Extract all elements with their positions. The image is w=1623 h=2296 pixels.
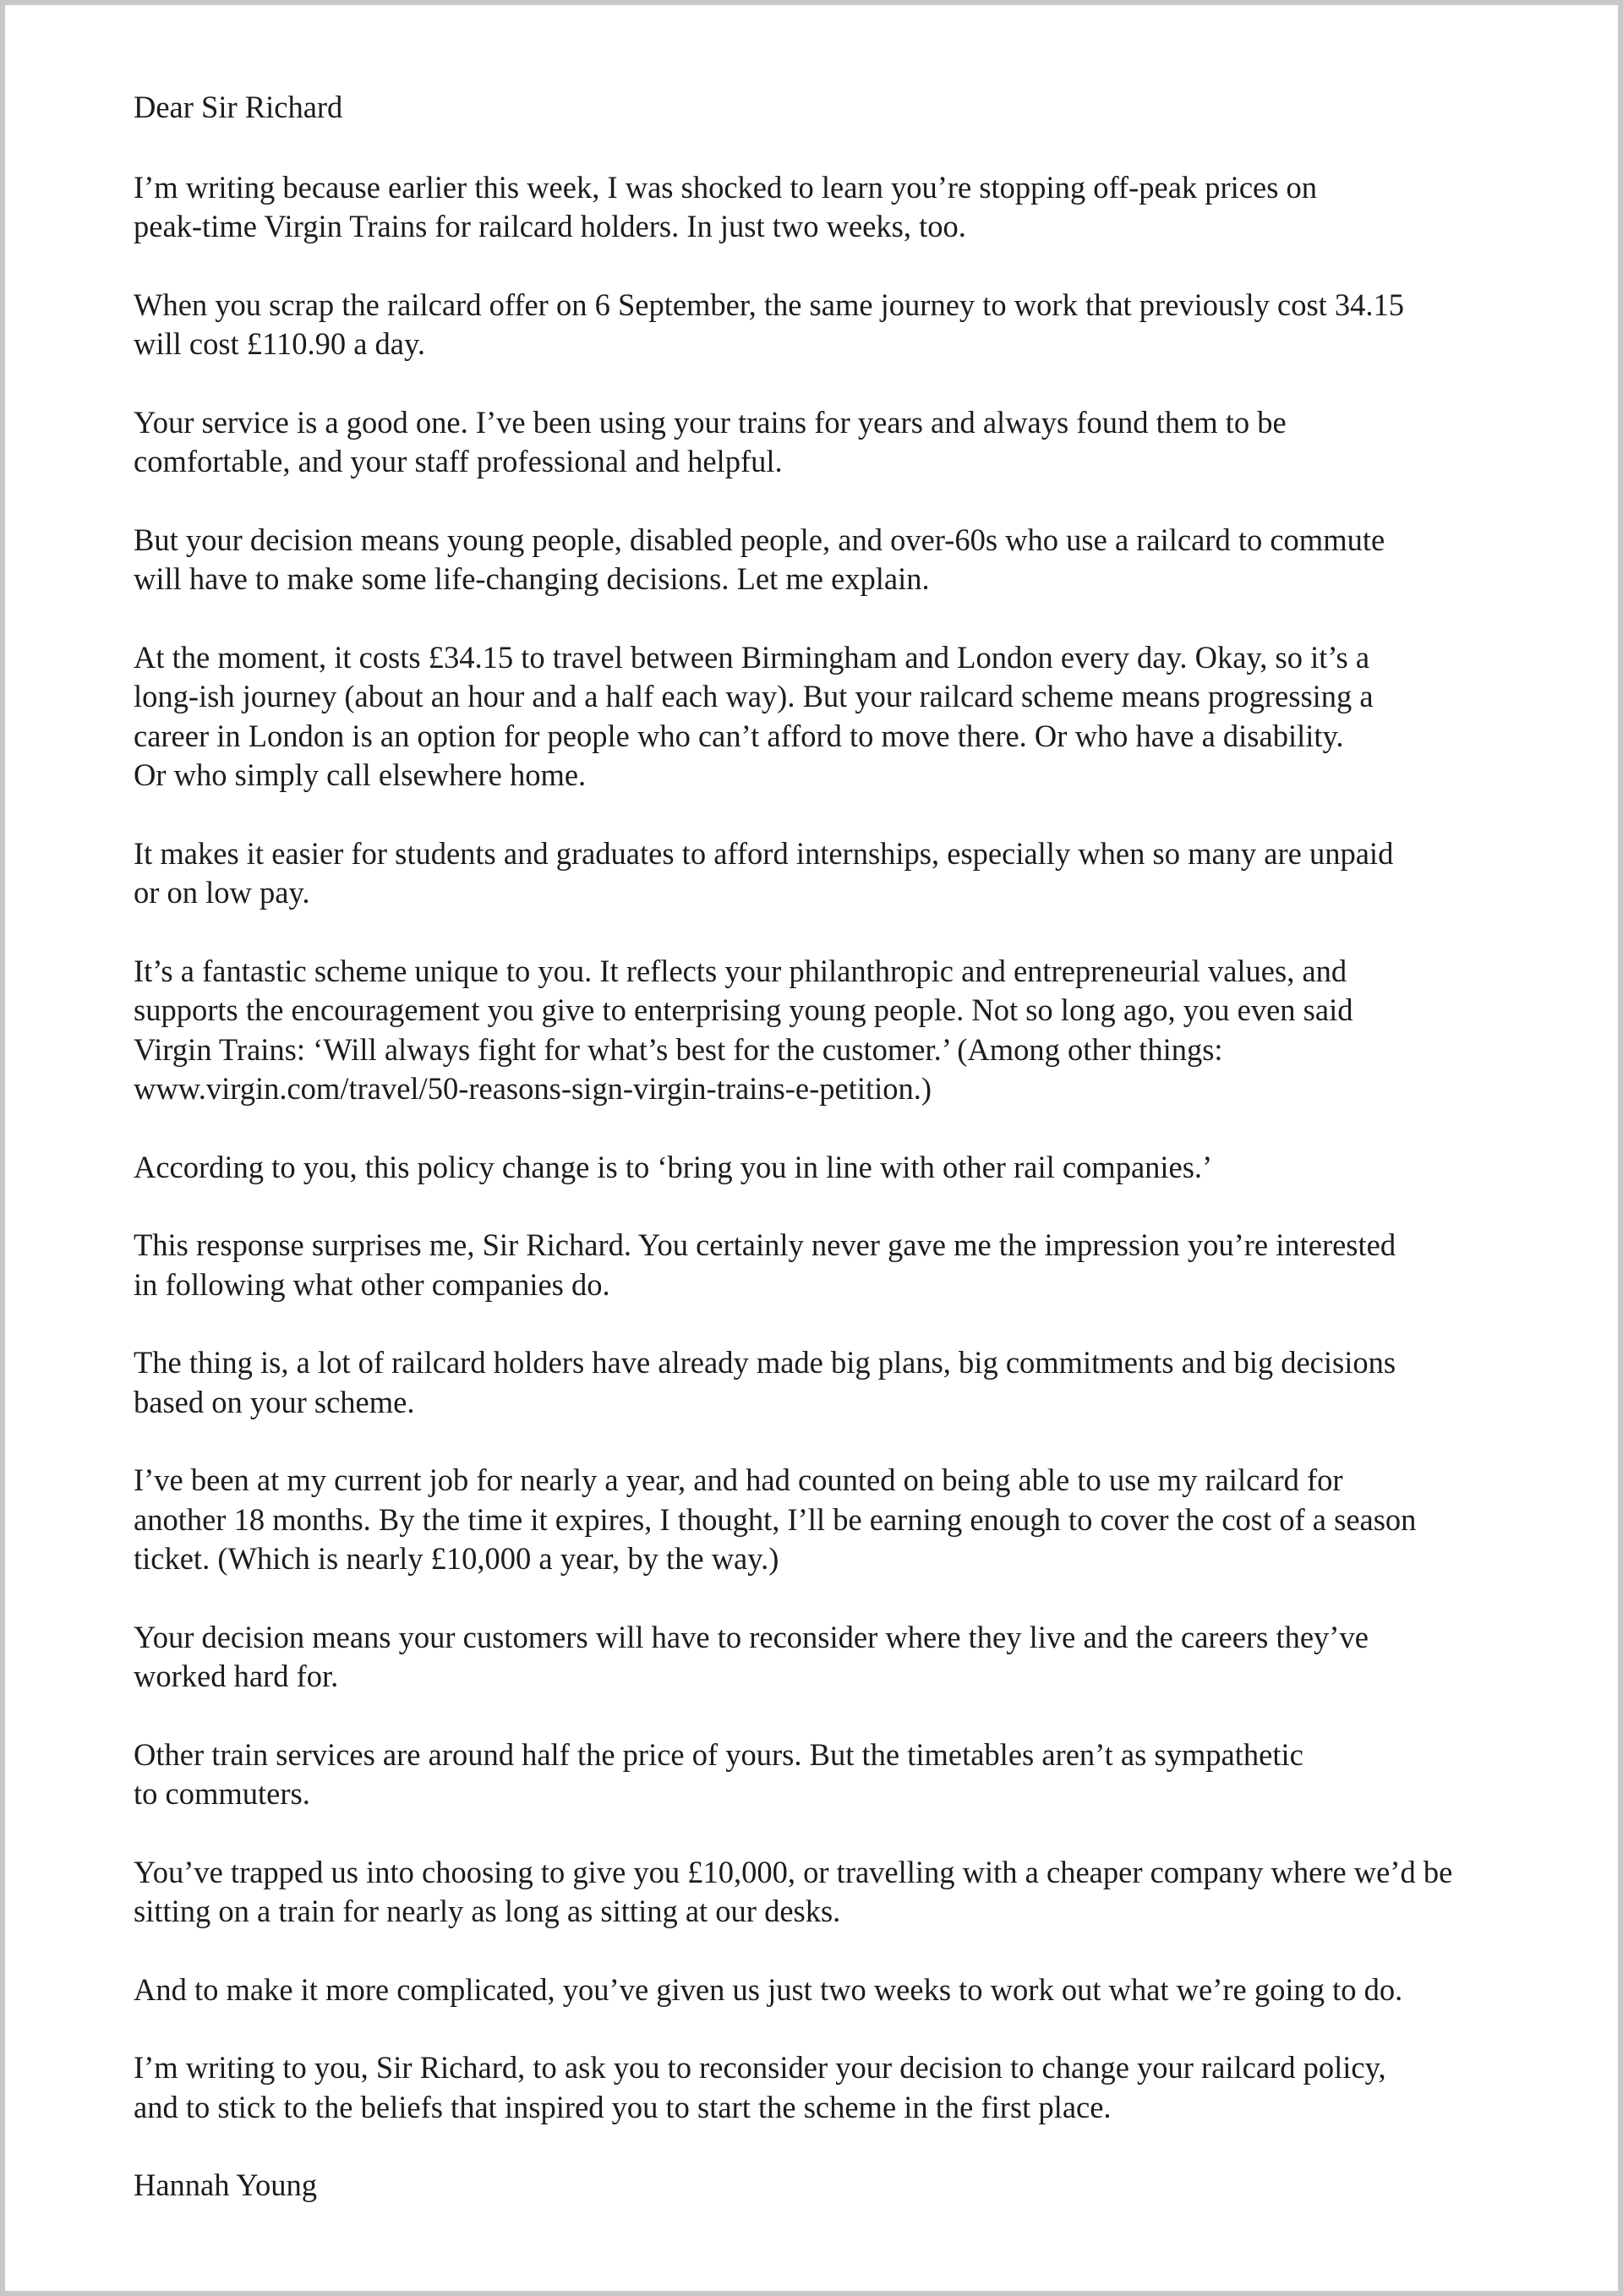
letter-greeting: Dear Sir Richard (134, 90, 343, 124)
letter-paragraph: You’ve trapped us into choosing to give you £10,000, or travelling with a cheaper company where we’d be sitting on a train for nearly as long as sitting at our desks. (134, 1854, 1453, 1928)
letter-paragraph: When you scrap the railcard offer on 6 September, the same journey to work that previously cost 34.15 will cost £110.90 a day. (134, 287, 1405, 361)
letter-paragraph: According to you, this policy change is to ‘bring you in line with other rail companies.’ (134, 1149, 1213, 1184)
letter-body (134, 88, 1503, 2206)
letter-paragraph: It’s a fantastic scheme unique to you. It reflects your philanthropic and entrepreneurial values, and supports the encouragement you give to enterprising young people. Not so long ago, you even said Virgin Trains: ‘Will always fight for what’s best for the customer.’ (Among other things: www.virgin.com/travel/50-reasons-sign-virgin-trains-e-petition.) (134, 953, 1353, 1106)
letter-paragraph: It makes it easier for students and graduates to afford internships, especially when so many are unpaid or on low pay. (134, 835, 1394, 910)
letter-paragraph: But your decision means young people, disabled people, and over-60s who use a railcard to commute will have to make some life-changing decisions. Let me explain. (134, 522, 1385, 596)
letter-signature: Hannah Young (134, 2168, 317, 2202)
letter-paragraph: And to make it more complicated, you’ve given us just two weeks to work out what we’re going to do. (134, 1971, 1403, 2007)
letter-paragraph: Your service is a good one. I’ve been using your trains for years and always found them to be comfortable, and your staff professional and helpful. (134, 404, 1287, 478)
letter-paragraph: Your decision means your customers will have to reconsider where they live and the careers they’ve worked hard for. (134, 1619, 1369, 1693)
letter-paragraph: At the moment, it costs £34.15 to travel between Birmingham and London every day. Okay, so it’s a long-ish journey (about an hour and a half each way). But your railcard scheme means progressing a career in London is an option for people who can’t afford to move there. Or who have a disability. Or who simply call elsewhere home. (134, 639, 1374, 792)
letter-paragraph: I’ve been at my current job for nearly a year, and had counted on being able to use my railcard for another 18 months. By the time it expires, I thought, I’ll be earning enough to cover the cost of a season ticket. (Which is nearly £10,000 a year, by the way.) (134, 1462, 1417, 1576)
letter-paragraph: I’m writing to you, Sir Richard, to ask you to reconsider your decision to change your railcard policy, and to stick to the beliefs that inspired you to start the scheme in the first place. (134, 2050, 1386, 2124)
letter-paragraph: I’m writing because earlier this week, I was shocked to learn you’re stopping off-peak prices on peak-time Virgin Trains for railcard holders. In just two weeks, too. (134, 169, 1318, 243)
letter-paragraph: This response surprises me, Sir Richard. You certainly never gave me the impression you’re interested in following what other companies do. (134, 1227, 1396, 1302)
letter-paragraph: The thing is, a lot of railcard holders have already made big plans, big commitments and big decisions based on your scheme. (134, 1345, 1396, 1419)
letter-paragraph: Other train services are around half the price of yours. But the timetables aren’t as sympathetic to commuters. (134, 1736, 1303, 1811)
